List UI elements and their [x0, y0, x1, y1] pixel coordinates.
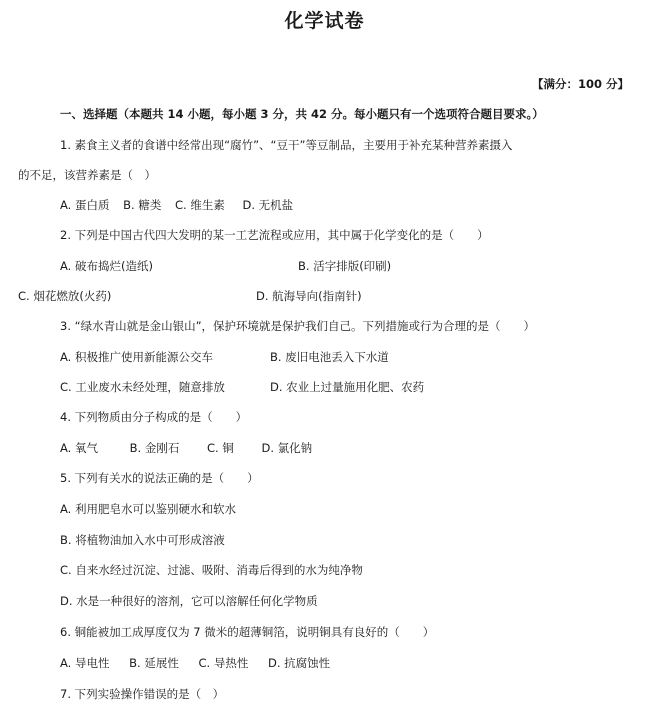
question-2-option-b: B. 活字排版(印刷)	[298, 259, 392, 273]
option-d: D. 抗腐蚀性	[268, 656, 331, 670]
exam-title: 化学试卷	[284, 10, 365, 32]
option-d: D. 无机盐	[242, 198, 294, 212]
section-heading: 一、选择题（本题共 14 小题，每小题 3 分，共 42 分。每小题只有一个选项符合题目要求。）	[60, 107, 544, 121]
question-5-option-d: D. 水是一种很好的溶剂，它可以溶解任何化学物质	[60, 594, 318, 608]
question-2-option-a: A. 破布捣烂(造纸)	[60, 259, 153, 273]
question-5-stem: 5. 下列有关水的说法正确的是（ ）	[60, 471, 259, 485]
option-b: B. 延展性	[129, 656, 179, 670]
question-2-option-d: D. 航海导向(指南针)	[256, 289, 362, 303]
question-7-stem: 7. 下列实验操作错误的是（ ）	[60, 687, 225, 701]
question-4-options	[60, 440, 312, 456]
question-6-options	[60, 655, 330, 671]
question-3-option-c: C. 工业废水未经处理，随意排放	[60, 380, 225, 394]
question-1-stem-line1: 1. 素食主义者的食谱中经常出现“腐竹”、“豆干”等豆制品，主要用于补充某种营养素摄入	[60, 138, 513, 152]
question-2-stem: 2. 下列是中国古代四大发明的某一工艺流程或应用，其中属于化学变化的是（ ）	[60, 228, 489, 242]
question-3-option-b: B. 废旧电池丢入下水道	[270, 350, 389, 364]
question-5-option-c: C. 自来水经过沉淀、过滤、吸附、消毒后得到的水为纯净物	[60, 563, 363, 577]
option-c: C. 导热性	[198, 656, 249, 670]
question-6-stem: 6. 铜能被加工成厚度仅为 7 微米的超薄铜箔，说明铜具有良好的（ ）	[60, 625, 435, 639]
option-b: B. 金刚石	[129, 441, 180, 455]
question-2-option-c: C. 烟花燃放(火药)	[18, 289, 112, 303]
option-c: C. 维生素	[175, 198, 225, 212]
option-d: D. 氯化钠	[261, 441, 313, 455]
option-a: A. 导电性	[60, 656, 110, 670]
question-5-option-a: A. 利用肥皂水可以鉴别硬水和软水	[60, 502, 236, 516]
option-b: B. 糖类	[123, 198, 162, 212]
full-score: 【满分：100 分】	[531, 77, 629, 91]
question-3-stem: 3. “绿水青山就是金山银山”，保护环境就是保护我们自己。下列措施或行为合理的是（ ）	[60, 319, 536, 333]
question-1-options	[60, 197, 293, 213]
question-5-option-b: B. 将植物油加入水中可形成溶液	[60, 533, 225, 547]
question-4-stem: 4. 下列物质由分子构成的是（ ）	[60, 410, 248, 424]
option-c: C. 铜	[207, 441, 234, 455]
question-3-option-a: A. 积极推广使用新能源公交车	[60, 350, 213, 364]
option-a: A. 氧气	[60, 441, 98, 455]
question-1-stem-line2: 的不足，该营养素是（ ）	[18, 168, 156, 182]
option-a: A. 蛋白质	[60, 198, 110, 212]
question-3-option-d: D. 农业上过量施用化肥、农药	[270, 380, 425, 394]
